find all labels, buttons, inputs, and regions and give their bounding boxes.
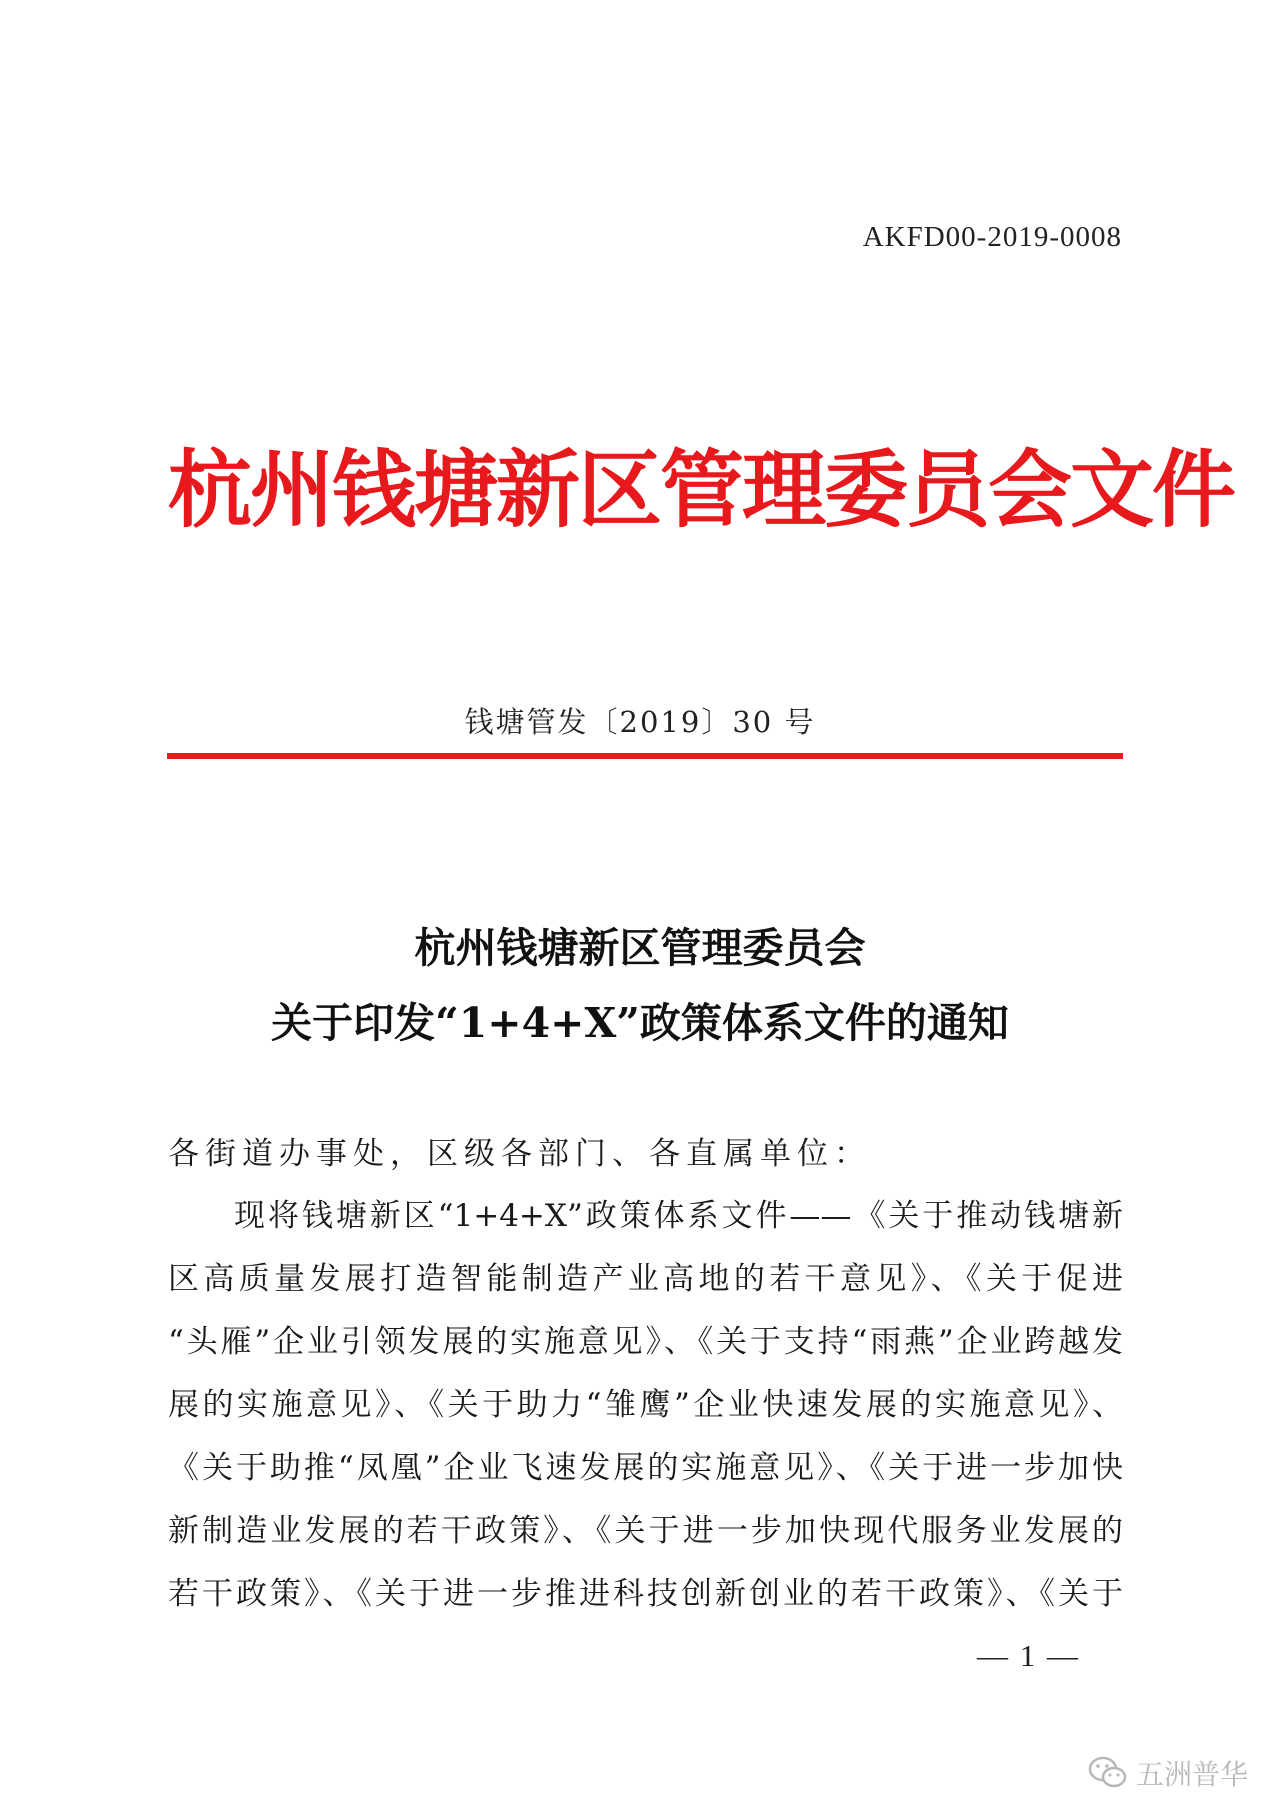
- notice-title-line-2: 关于印发“1+4+X”政策体系文件的通知: [271, 999, 1009, 1047]
- red-divider: [167, 753, 1123, 759]
- watermark-text: 五洲普华: [1135, 1758, 1248, 1791]
- body-line: 展的实施意见》、《关于助力“雏鹰”企业快速发展的实施意见》、: [168, 1387, 1123, 1423]
- watermark: [1088, 1753, 1248, 1793]
- body-line: “头雁”企业引领发展的实施意见》、《关于支持“雨燕”企业跨越发: [168, 1324, 1123, 1360]
- document-header-title: 杭州钱塘新区管理委员会文件: [168, 441, 1235, 539]
- wechat-icon: [1088, 1756, 1128, 1790]
- salutation: 各街道办事处，区级各部门、各直属单位：: [168, 1136, 871, 1172]
- body-line: 区高质量发展打造智能制造产业高地的若干意见》、《关于促进: [168, 1261, 1123, 1297]
- document-number: 钱塘管发〔2019〕30 号: [464, 705, 816, 739]
- notice-title-line-1: 杭州钱塘新区管理委员会: [414, 924, 866, 972]
- document-code: AKFD00-2019-0008: [862, 221, 1122, 253]
- body-line: 《关于助推“凤凰”企业飞速发展的实施意见》、《关于进一步加快: [168, 1450, 1123, 1486]
- body-line: 现将钱塘新区“1+4+X”政策体系文件——《关于推动钱塘新: [234, 1198, 1123, 1234]
- page-number: — 1 —: [977, 1638, 1080, 1673]
- body-line: 若干政策》、《关于进一步推进科技创新创业的若干政策》、《关于: [168, 1576, 1123, 1612]
- body-line: 新制造业发展的若干政策》、《关于进一步加快现代服务业发展的: [168, 1513, 1123, 1549]
